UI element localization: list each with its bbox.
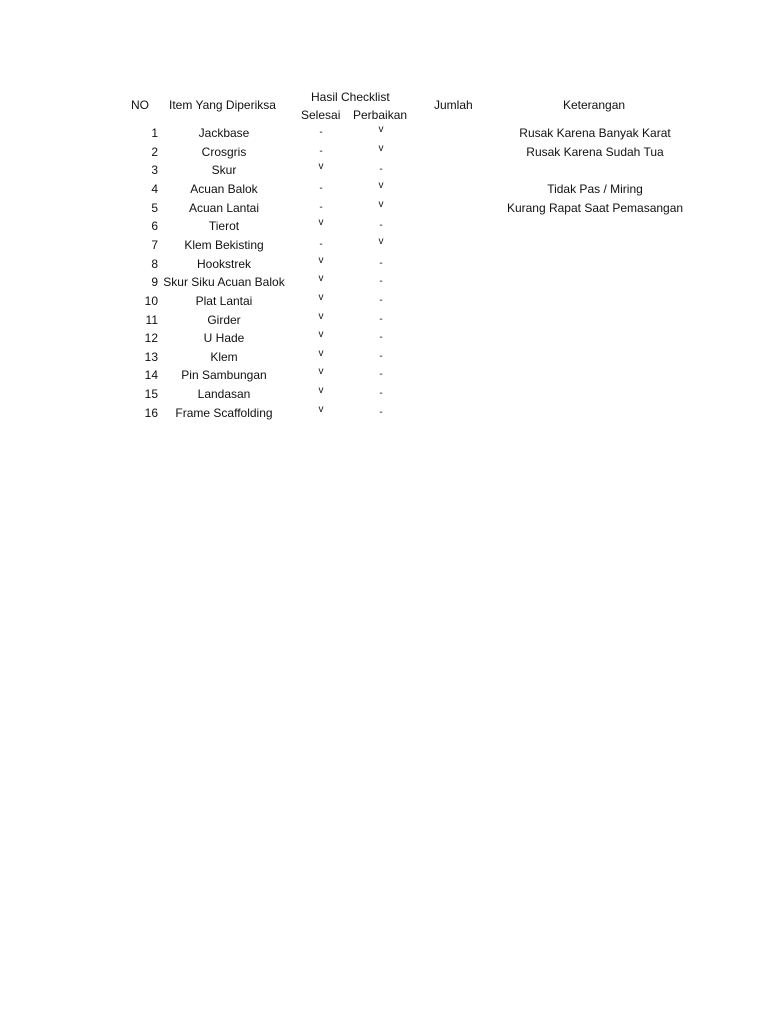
row-number: 8 (151, 256, 158, 271)
row-perbaikan: - (379, 369, 383, 381)
row-item: Plat Lantai (195, 293, 253, 308)
row-number: 13 (144, 349, 158, 364)
row-perbaikan: - (379, 294, 383, 306)
row-item: Hookstrek (196, 256, 252, 271)
row-perbaikan: - (379, 406, 383, 418)
row-number: 3 (151, 163, 158, 178)
row-perbaikan: - (379, 350, 383, 362)
row-perbaikan: v (378, 142, 384, 154)
row-selesai: v (318, 310, 324, 322)
row-selesai: v (318, 366, 324, 378)
header-selesai: Selesai (301, 108, 341, 122)
row-keterangan: Kurang Rapat Saat Pemasangan (506, 200, 684, 215)
header-perbaikan: Perbaikan (353, 108, 408, 122)
row-perbaikan: - (379, 313, 383, 325)
row-keterangan: Rusak Karena Sudah Tua (526, 144, 664, 159)
row-item: Acuan Balok (190, 181, 258, 196)
row-number: 5 (151, 200, 158, 215)
row-selesai: - (319, 201, 323, 213)
row-perbaikan: - (379, 388, 383, 400)
row-number: 14 (144, 368, 158, 383)
row-perbaikan: - (379, 220, 383, 232)
row-item: Klem (210, 349, 238, 364)
row-perbaikan: v (378, 198, 384, 210)
row-perbaikan: v (378, 179, 384, 191)
row-item: Jackbase (198, 126, 250, 140)
row-selesai: v (318, 254, 324, 266)
row-selesai: v (318, 329, 324, 341)
row-item: Landasan (197, 387, 251, 402)
row-selesai: - (319, 182, 323, 194)
row-selesai: - (319, 145, 323, 157)
row-number: 10 (144, 293, 158, 308)
row-number: 1 (151, 126, 158, 140)
row-selesai: - (319, 238, 323, 250)
row-number: 9 (151, 275, 158, 290)
row-item: Skur (211, 163, 237, 178)
row-number: 2 (151, 144, 158, 159)
header-hasil-checklist: Hasil Checklist (311, 90, 390, 104)
row-perbaikan: v (378, 124, 384, 135)
row-number: 7 (151, 237, 158, 252)
row-number: 15 (144, 387, 158, 402)
row-item: Skur Siku Acuan Balok (163, 275, 285, 290)
row-item: Acuan Lantai (188, 200, 260, 215)
row-selesai: - (319, 127, 323, 138)
row-selesai: v (318, 217, 324, 229)
row-selesai: v (318, 291, 324, 303)
row-selesai: v (318, 385, 324, 397)
header-keterangan: Keterangan (563, 98, 626, 112)
row-perbaikan: - (379, 257, 383, 269)
row-item: U Hade (203, 331, 245, 346)
row-perbaikan: v (378, 235, 384, 247)
row-item: Pin Sambungan (181, 368, 267, 383)
row-item: Girder (207, 312, 241, 327)
row-perbaikan: - (379, 332, 383, 344)
row-number: 4 (151, 181, 158, 196)
row-perbaikan: - (379, 276, 383, 288)
row-item: Frame Scaffolding (175, 405, 273, 420)
row-item: Klem Bekisting (184, 237, 264, 252)
row-selesai: v (318, 161, 324, 173)
header-item: Item Yang Diperiksa (169, 98, 276, 112)
row-selesai: v (318, 347, 324, 359)
row-selesai: v (318, 403, 324, 415)
row-keterangan: Tidak Pas / Miring (547, 181, 643, 196)
row-item: Tierot (208, 219, 240, 234)
row-keterangan: Rusak Karena Banyak Karat (519, 126, 671, 140)
header-no: NO (131, 98, 149, 112)
row-number: 12 (144, 331, 158, 346)
row-number: 6 (151, 219, 158, 234)
row-number: 16 (144, 405, 158, 420)
row-perbaikan: - (379, 164, 383, 176)
row-selesai: v (318, 273, 324, 285)
row-number: 11 (145, 312, 158, 327)
header-jumlah: Jumlah (434, 98, 473, 112)
row-item: Crosgris (201, 144, 247, 159)
